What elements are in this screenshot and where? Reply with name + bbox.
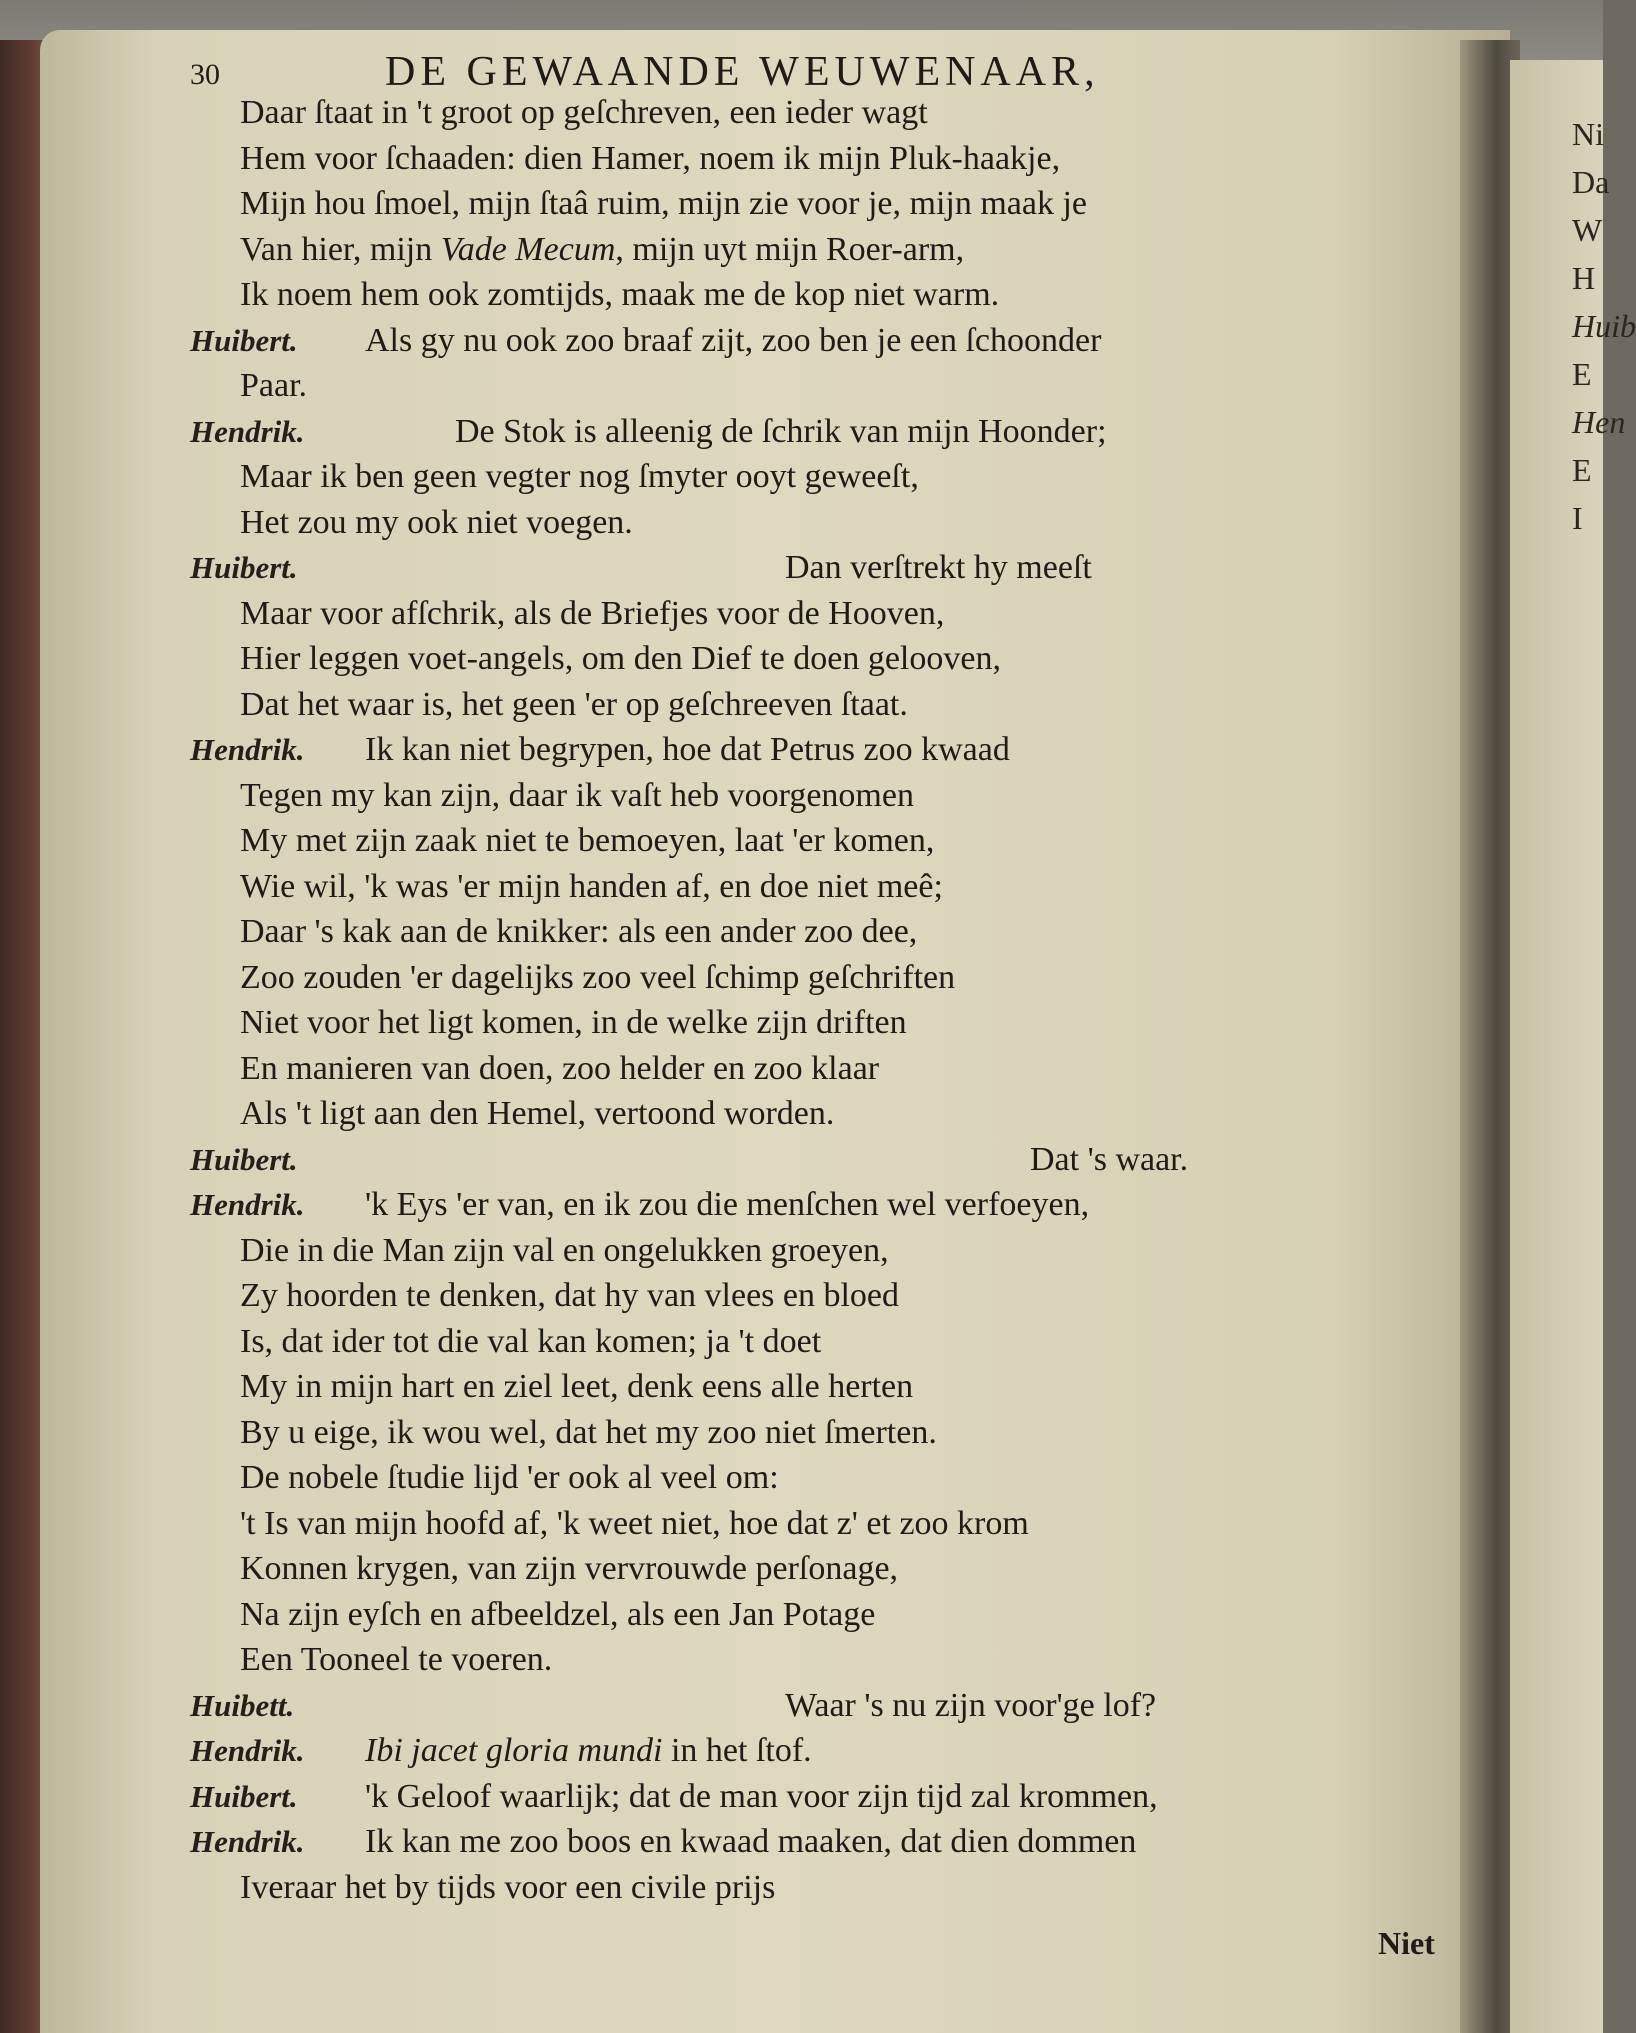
verse-line (190, 591, 1450, 637)
verse-line (190, 864, 1450, 910)
line-text (240, 1046, 879, 1092)
text-segment: Dat het waar is, het geen 'er op geſchreeven ſtaat. (240, 685, 908, 723)
verse-line (190, 1865, 1450, 1911)
verse-line (190, 181, 1450, 227)
adjacent-fragment: Hen (1572, 404, 1626, 440)
text-segment: Zoo zouden 'er dagelijks zoo veel ſchimp geſchriften (240, 958, 956, 996)
line-text (240, 1637, 552, 1683)
text-segment: En manieren van doen, zoo helder en zoo klaar (240, 1049, 880, 1087)
text-segment: Hier leggen voet-angels, om den Dief te doen gelooven, (240, 640, 1001, 677)
adjacent-fragment: I (1572, 500, 1583, 536)
italic-phrase: Vade Mecum (440, 230, 616, 268)
verse-line (190, 727, 1450, 773)
text-segment: Niet voor het ligt komen, in de welke zijn driften (240, 1004, 907, 1041)
adjacent-fragment: H (1572, 260, 1596, 296)
verse-line (190, 1091, 1450, 1137)
text-segment: Maar ik ben geen vegter nog ſmyter ooyt geweeſt, (240, 458, 919, 495)
line-text (240, 136, 1060, 182)
adjacent-fragment: Da (1572, 164, 1610, 200)
verse-line (190, 136, 1450, 182)
text-segment: Is, dat ider tot die val kan komen; ja 't doet (240, 1322, 822, 1360)
text-segment: , mijn uyt mijn Roer-arm, (615, 230, 965, 268)
text-segment: Daar 's kak aan de knikker: als een ander zoo dee, (240, 913, 918, 950)
verse-line (190, 636, 1450, 682)
text-segment: My met zijn zaak niet te bemoeyen, laat 'er komen, (240, 822, 935, 859)
text-segment: Mijn hou ſmoel, mijn ſtaâ ruim, mijn zie voor je, mijn maak je (240, 185, 1088, 222)
line-text (240, 1319, 821, 1365)
verse-line (190, 1410, 1450, 1456)
verse-line (190, 1592, 1450, 1638)
line-text (365, 318, 1101, 364)
speaker-name: Huibert. (190, 1778, 298, 1814)
text-segment: Als gy nu ook zoo braaf zijt, zoo ben je een ſchoonder (365, 321, 1102, 359)
line-text (240, 181, 1087, 227)
line-text (240, 909, 917, 955)
speaker-name: Hendrik. (190, 413, 305, 449)
line-text (365, 1728, 812, 1774)
line-text (240, 363, 307, 409)
verse-line (190, 454, 1450, 500)
text-segment: 'k Geloof waarlijk; dat de man voor zijn tijd zal krommen, (365, 1777, 1158, 1815)
line-text (240, 591, 944, 637)
line-text (785, 545, 1092, 591)
text-segment: 't Is van mijn hoofd af, 'k weet niet, hoe dat z' et zoo krom (240, 1504, 1029, 1542)
text-segment: Ik noem hem ook zomtijds, maak me de kop niet warm. (240, 276, 1000, 313)
line-text (365, 727, 1010, 773)
line-text (240, 1592, 875, 1638)
line-text (240, 1865, 775, 1911)
line-text (240, 500, 633, 546)
verse-line (190, 1137, 1450, 1183)
speaker-name: Huibert. (190, 1141, 298, 1177)
line-text (785, 1683, 1156, 1729)
text-segment: in het ſtof. (662, 1732, 812, 1769)
line-text (240, 272, 999, 318)
speaker-name: Hendrik. (190, 1824, 305, 1859)
text-segment: Wie wil, 'k was 'er mijn handen af, en doe niet meê; (240, 867, 943, 905)
text-segment: De nobele ſtudie lijd 'er ook al veel om: (240, 1459, 779, 1496)
verse-line (190, 227, 1450, 273)
line-text (240, 773, 914, 819)
speaker-name: Hendrik. (190, 732, 305, 767)
text-segment: Het zou my ook niet voegen. (240, 503, 633, 541)
verse-line (190, 1228, 1450, 1274)
adjacent-fragment: E (1572, 356, 1592, 392)
speaker-name: Huibert. (190, 550, 298, 585)
text-segment: Dat 's waar. (1030, 1140, 1189, 1178)
verse-line (190, 272, 1450, 318)
verse-line (190, 1546, 1450, 1592)
adjacent-page-fragments (1572, 110, 1636, 542)
line-text (240, 818, 934, 864)
text-segment: Paar. (240, 367, 308, 404)
speaker-name: Hendrik. (190, 1733, 305, 1768)
verse-line (190, 1319, 1450, 1365)
running-title: DE GEWAANDE WEUWENAAR, (385, 49, 1100, 95)
italic-phrase: Ibi jacet gloria mundi (365, 1732, 663, 1769)
catchword: Niet (1378, 1925, 1435, 1961)
text-segment: Ik kan niet begrypen, hoe dat Petrus zoo kwaad (365, 731, 1010, 768)
text-segment: Tegen my kan zijn, daar ik vaſt heb voorgenomen (240, 776, 914, 814)
adjacent-fragment: Huib (1572, 308, 1636, 344)
line-text (240, 454, 919, 500)
line-text (240, 227, 964, 273)
text-segment: Konnen krygen, van zijn vervrouwde perſonage, (240, 1550, 899, 1587)
page-number: 30 (190, 58, 220, 91)
verse-text (190, 90, 1450, 1910)
verse-line (190, 1046, 1450, 1092)
speaker-name: Huibett. (190, 1687, 295, 1723)
text-segment: Dan verſtrekt hy meeſt (785, 549, 1092, 586)
text-segment: Iveraar het by tijds voor een civile prijs (240, 1868, 776, 1906)
line-text (240, 1455, 779, 1501)
verse-line (190, 1683, 1450, 1729)
text-segment: Ik kan me zoo boos en kwaad maaken, dat dien dommen (365, 1823, 1137, 1860)
text-segment: Hem voor ſchaaden: dien Hamer, noem ik mijn Pluk-haakje, (240, 139, 1061, 177)
verse-line (190, 90, 1450, 136)
verse-line (190, 1364, 1450, 1410)
verse-line (190, 1728, 1450, 1774)
verse-line (190, 955, 1450, 1001)
line-text (365, 1182, 1089, 1228)
text-segment: Die in die Man zijn val en ongelukken groeyen, (240, 1231, 889, 1269)
text-segment: De Stok is alleenig de ſchrik van mijn Hoonder; (455, 412, 1107, 450)
line-text (240, 864, 943, 910)
verse-line (190, 773, 1450, 819)
speaker-name: Huibert. (190, 322, 298, 358)
line-text (240, 1000, 907, 1046)
verse-line (190, 1819, 1450, 1865)
text-segment: Na zijn eyſch en afbeeldzel, als een Jan Potage (240, 1595, 876, 1633)
verse-line (190, 1637, 1450, 1683)
speaker-name: Hendrik. (190, 1187, 305, 1222)
text-segment: Waar 's nu zijn voor'ge lof? (785, 1686, 1157, 1724)
verse-line (190, 818, 1450, 864)
adjacent-fragment: E (1572, 452, 1592, 488)
line-text (240, 1228, 889, 1274)
line-text (240, 1091, 834, 1137)
line-text (240, 636, 1001, 682)
line-text (365, 1819, 1136, 1865)
line-text (240, 682, 908, 728)
verse-line (190, 909, 1450, 955)
line-text (240, 1410, 937, 1456)
text-segment: Zy hoorden te denken, dat hy van vlees en bloed (240, 1277, 900, 1314)
verse-line (190, 318, 1450, 364)
line-text (240, 90, 928, 136)
text-segment: Een Tooneel te voeren. (240, 1641, 553, 1678)
line-text (240, 955, 955, 1001)
adjacent-fragment: W (1572, 212, 1603, 248)
line-text (240, 1364, 913, 1410)
verse-line (190, 1774, 1450, 1820)
line-text (365, 1774, 1158, 1820)
verse-line (190, 363, 1450, 409)
verse-line (190, 409, 1450, 455)
text-segment: 'k Eys 'er van, en ik zou die menſchen wel verfoeyen, (365, 1186, 1090, 1223)
verse-line (190, 1000, 1450, 1046)
line-text (240, 1501, 1029, 1547)
verse-line (190, 545, 1450, 591)
line-text (240, 1546, 898, 1592)
verse-line (190, 1455, 1450, 1501)
line-text (1030, 1137, 1188, 1183)
verse-line (190, 500, 1450, 546)
text-segment: By u eige, ik wou wel, dat het my zoo niet ſmerten. (240, 1413, 937, 1451)
text-segment: Maar voor afſchrik, als de Briefjes voor de Hooven, (240, 594, 945, 632)
verse-line (190, 682, 1450, 728)
line-text (240, 1273, 899, 1319)
verse-line (190, 1501, 1450, 1547)
line-text (455, 409, 1107, 455)
text-segment: Daar ſtaat in 't groot op geſchreven, een ieder wagt (240, 94, 928, 131)
text-segment: Van hier, mijn (240, 230, 441, 268)
text-segment: Als 't ligt aan den Hemel, vertoond worden. (240, 1095, 835, 1132)
verse-line (190, 1182, 1450, 1228)
adjacent-fragment: Ni (1572, 116, 1604, 152)
text-segment: My in mijn hart en ziel leet, denk eens alle herten (240, 1368, 914, 1405)
verse-line (190, 1273, 1450, 1319)
